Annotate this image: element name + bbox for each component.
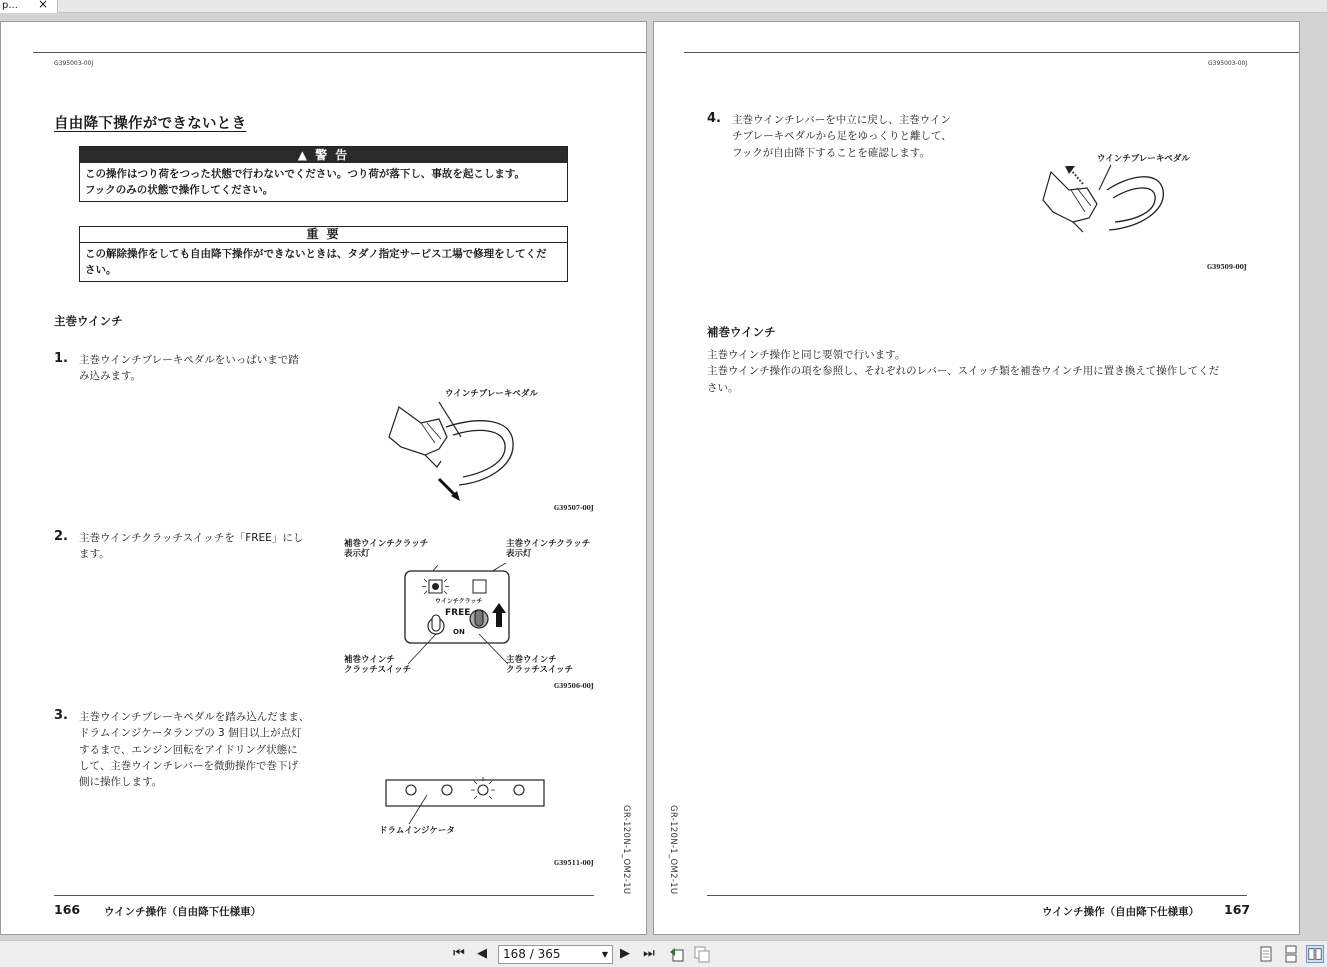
important-body: この解除操作をしても自由降下操作ができないときは、タダノ指定サービス工場で修理をしてくだ さい。 [85, 248, 547, 276]
label-aux-clutch-lamp: 補巻ウインチクラッチ 表示灯 [344, 539, 429, 559]
important-heading: 重 要 [80, 227, 567, 243]
important-box [79, 226, 568, 282]
figure-label: ドラムインジケータ [379, 826, 455, 836]
step-text: 主巻ウインチブレーキペダルをいっぱいまで踏 み込みます。 [79, 354, 299, 383]
brake-pedal-illustration [381, 397, 531, 507]
last-page-icon[interactable]: ⏭ [643, 946, 655, 961]
go-back-view-icon[interactable] [668, 945, 686, 963]
warning-icon: ▲ [297, 148, 309, 162]
figure-label: ウインチブレーキペダル [445, 389, 538, 399]
header-rule [33, 52, 647, 53]
warning-body: この操作はつり荷をつった状態で行わないでください。つり荷が落下し、事故を起こします。 フックのみの状態で操作してください。 [85, 168, 526, 196]
brake-pedal-release-illustration [1039, 160, 1179, 240]
single-page-view-icon[interactable] [1257, 945, 1275, 963]
footer-rule [707, 895, 1247, 896]
document-tab[interactable] [0, 0, 58, 13]
page-number-select[interactable]: 168 / 365 ▼ [498, 945, 613, 964]
right-page [653, 21, 1300, 935]
figure-label: ウインチブレーキペダル [1097, 154, 1190, 164]
doc-id: G395003-00J [1208, 60, 1248, 67]
drum-indicator-illustration [381, 772, 551, 832]
next-page-icon[interactable]: ▶ [620, 946, 630, 961]
step-number: 1. [54, 351, 68, 366]
header-rule [684, 52, 1300, 53]
left-page [0, 21, 647, 935]
label-main-clutch-lamp: 主巻ウインチクラッチ 表示灯 [506, 539, 591, 559]
subheading-aux-winch: 補巻ウインチ [707, 325, 776, 339]
side-doc-code: GR-120N-1_OM2-1U [621, 805, 631, 895]
figure-id: G39507-00J [554, 505, 594, 512]
side-doc-code: GR-120N-1_OM2-1U [668, 805, 678, 895]
figure-id: G39511-00J [554, 860, 594, 867]
doc-id: G395003-00J [54, 60, 94, 67]
panel-label-on: ON [453, 628, 465, 636]
viewer-toolbar [0, 940, 1327, 967]
label-aux-clutch-switch: 補巻ウインチ クラッチスイッチ [344, 655, 412, 675]
section-title: 自由降下操作ができないとき [54, 116, 247, 132]
step-text: 主巻ウインチブレーキペダルを踏み込んだまま、 ドラムインジケータランプの 3 個目以上が点灯 するまで、エンジン回転をアイドリング状態に して、主巻ウインチレバーを微動操作で巻下げ 側に操作します。 [79, 711, 310, 789]
warning-heading: ▲ 警 告 [80, 147, 567, 163]
figure-id: G39506-00J [554, 683, 594, 690]
panel-label-free: FREE [445, 608, 471, 618]
step-text: 主巻ウインチレバーを中立に戻し、主巻ウイン チブレーキペダルから足をゆっくりと離して、 フックが自由降下することを確認します。 [732, 114, 952, 159]
footer-rule [54, 895, 594, 896]
panel-label-winch-clutch: ウインチクラッチ [435, 598, 483, 605]
step-number: 2. [54, 529, 68, 544]
chevron-down-icon: ▼ [601, 950, 608, 959]
step-text: 主巻ウインチクラッチスイッチを「FREE」にし ます。 [79, 532, 304, 561]
footer-title: ウインチ操作（自由降下仕様車） [1042, 906, 1200, 918]
label-main-clutch-switch: 主巻ウインチ クラッチスイッチ [506, 655, 574, 675]
figure-id: G39509-00J [1207, 264, 1247, 271]
prev-page-icon[interactable]: ◀ [477, 946, 487, 961]
page-number: 166 [54, 902, 81, 917]
tab-bar [0, 0, 1327, 13]
first-page-icon[interactable]: ⏮ [453, 946, 465, 961]
footer-title: ウインチ操作（自由降下仕様車） [104, 906, 262, 918]
subheading-main-winch: 主巻ウインチ [54, 314, 123, 328]
warning-box [79, 146, 568, 202]
callout-lines [396, 622, 521, 672]
step-number: 3. [54, 708, 68, 723]
continuous-view-icon[interactable] [1282, 945, 1300, 963]
aux-winch-paragraph: 主巻ウインチ操作と同じ要領で行います。 主巻ウインチ操作の項を参照し、それぞれのレバー、スイッチ類を補巻ウインチ用に置き換えて操作してくだ さい。 [707, 349, 1220, 394]
go-forward-view-icon[interactable] [693, 945, 711, 963]
close-icon[interactable]: × [38, 0, 49, 11]
two-page-view-icon[interactable] [1306, 945, 1324, 963]
tab-title: p... [2, 0, 18, 11]
step-number: 4. [707, 111, 721, 126]
page-number: 167 [1224, 902, 1251, 917]
